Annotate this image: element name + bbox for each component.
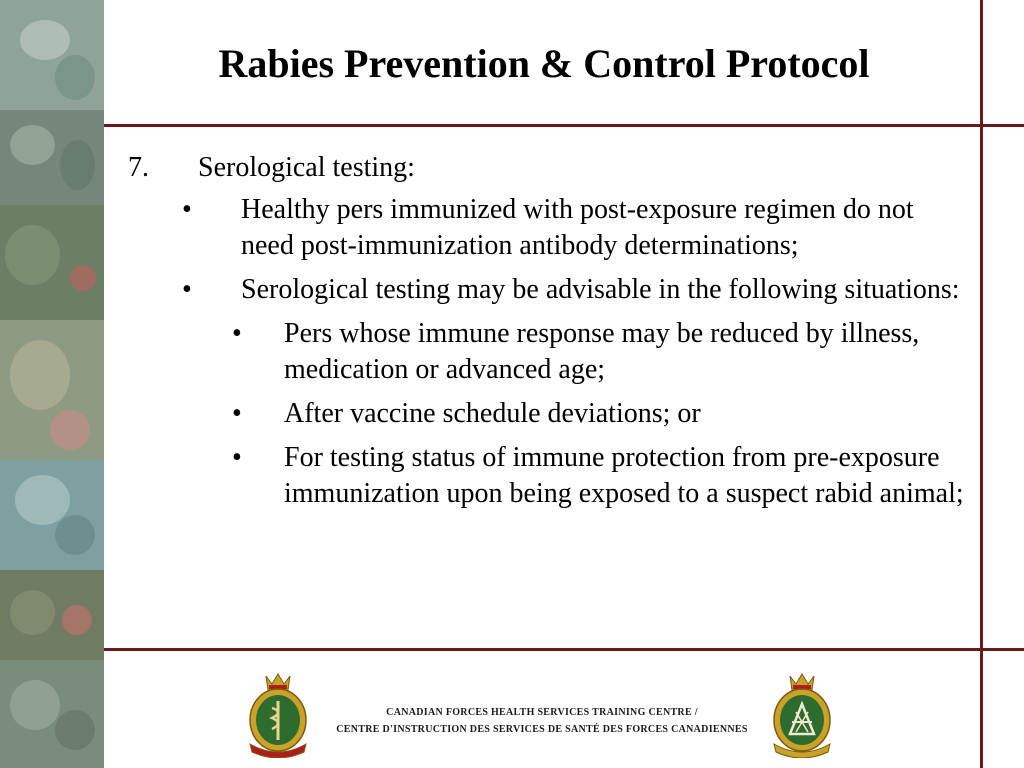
sub-bullet-text: For testing status of immune protection from pre-exposure immunization upon being exposed to a suspect rabid animal; xyxy=(284,442,964,509)
item-number: 7. xyxy=(128,152,149,183)
photo-lab-training xyxy=(0,110,104,205)
sub-bullet-item xyxy=(120,316,970,388)
sub-bullet-text: Pers whose immune response may be reduced by illness, medication or advanced age; xyxy=(284,318,920,385)
sub-bullet-text: After vaccine schedule deviations; or xyxy=(284,398,701,429)
slide-content xyxy=(120,150,970,520)
sub-bullet-marker: • xyxy=(232,442,242,473)
footer-divider xyxy=(104,648,1024,651)
bullet-marker: • xyxy=(182,274,192,305)
photo-field-medic xyxy=(0,205,104,320)
photo-group-session xyxy=(0,660,104,768)
numbered-item xyxy=(120,150,970,186)
bullet-item xyxy=(120,272,970,308)
sub-bullet-marker: • xyxy=(232,398,242,429)
photo-medics-classroom xyxy=(0,0,104,110)
cfhstc-crest-icon xyxy=(242,672,314,758)
photo-collage-strip xyxy=(0,0,104,768)
bullet-text: Healthy pers immunized with post-exposure regimen do not need post-immunization antibody determinations; xyxy=(241,194,914,261)
medical-branch-crest-icon xyxy=(766,672,838,758)
bullet-text: Serological testing may be advisable in the following situations: xyxy=(241,274,960,305)
photo-red-cross-badge xyxy=(0,570,104,660)
footer-organization xyxy=(322,704,762,738)
slide-title: Rabies Prevention & Control Protocol xyxy=(218,41,870,86)
bullet-marker: • xyxy=(182,194,192,225)
footer-line-french: CENTRE D'INSTRUCTION DES SERVICES DE SANTÉ DES FORCES CANADIENNES xyxy=(336,724,748,735)
photo-soldier-portrait xyxy=(0,320,104,460)
title-divider xyxy=(104,124,1024,127)
footer-line-english: CANADIAN FORCES HEALTH SERVICES TRAINING CENTRE / xyxy=(386,707,698,718)
slide-footer xyxy=(104,652,984,768)
item-heading: Serological testing: xyxy=(198,152,415,183)
sub-bullet-marker: • xyxy=(232,318,242,349)
sub-bullet-item xyxy=(120,396,970,432)
bullet-item xyxy=(120,192,970,264)
sub-bullet-item xyxy=(120,440,970,512)
photo-surgery xyxy=(0,460,104,570)
